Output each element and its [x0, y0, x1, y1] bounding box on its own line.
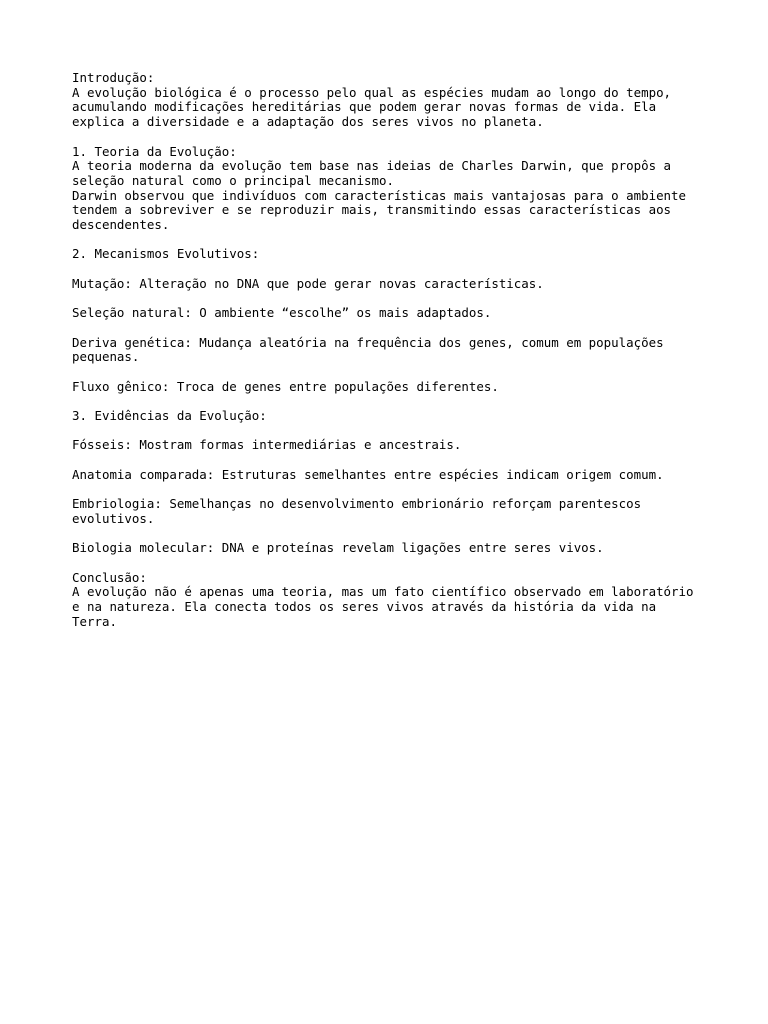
section-theory-line: A teoria moderna da evolução tem base nas ideias de Charles Darwin, que propôs a [72, 158, 672, 174]
section-theory [72, 145, 712, 233]
section-theory-line: Darwin observou que indivíduos com características mais vantajosas para o ambiente [72, 187, 687, 203]
evidence-item [72, 541, 712, 556]
intro-text-line: acumulando modificações hereditárias que podem gerar novas formas de vida. Ela [72, 99, 657, 115]
intro-text-line: A evolução biológica é o processo pelo qual as espécies mudam ao longo do tempo, [72, 84, 672, 100]
evidence-item [72, 497, 712, 526]
evidence-comparative-anatomy: Anatomia comparada: Estruturas semelhantes entre espécies indicam origem comum. [72, 466, 664, 482]
section-theory-line: tendem a sobreviver e se reproduzir mais, transmitindo essas características aos [72, 202, 672, 218]
conclusion-text-line: e na natureza. Ela conecta todos os seres vivos através da história da vida na [72, 599, 657, 615]
section-theory-line: seleção natural como o principal mecanismo. [72, 172, 394, 188]
intro-heading: Introdução: [72, 70, 155, 85]
mechanism-genetic-drift: Deriva genética: Mudança aleatória na frequência dos genes, comum em populações [72, 334, 664, 350]
section-mechanisms-heading: 2. Mecanismos Evolutivos: [72, 246, 260, 262]
mechanism-item [72, 277, 712, 292]
mechanism-mutation: Mutação: Alteração no DNA que pode gerar novas características. [72, 275, 544, 291]
mechanism-genetic-drift-cont: pequenas. [72, 349, 140, 365]
section-theory-line: descendentes. [72, 217, 170, 233]
conclusion-text-line: A evolução não é apenas uma teoria, mas um fato científico observado em laboratório [72, 584, 694, 600]
evidence-item [72, 438, 712, 453]
mechanism-gene-flow: Fluxo gênico: Troca de genes entre populações diferentes. [72, 378, 499, 394]
intro-text-line: explica a diversidade e a adaptação dos seres vivos no planeta. [72, 114, 544, 130]
section-evidence-heading: 3. Evidências da Evolução: [72, 408, 267, 424]
mechanism-natural-selection: Seleção natural: O ambiente “escolhe” os mais adaptados. [72, 305, 492, 321]
evidence-molecular-biology: Biologia molecular: DNA e proteínas revelam ligações entre seres vivos. [72, 540, 604, 556]
mechanism-item [72, 380, 712, 395]
evidence-embryology-cont: evolutivos. [72, 510, 155, 526]
evidence-item [72, 468, 712, 483]
section-evidence-heading-block [72, 409, 712, 424]
conclusion-heading: Conclusão: [72, 569, 147, 585]
document-body [72, 71, 712, 644]
section-theory-heading: 1. Teoria da Evolução: [72, 143, 237, 159]
conclusion-text-line: Terra. [72, 613, 117, 629]
mechanism-item [72, 306, 712, 321]
intro-paragraph [72, 71, 712, 130]
evidence-fossils: Fósseis: Mostram formas intermediárias e ancestrais. [72, 437, 462, 453]
conclusion-paragraph [72, 571, 712, 630]
section-mechanisms-heading-block [72, 247, 712, 262]
evidence-embryology: Embriologia: Semelhanças no desenvolvimento embrionário reforçam parentescos [72, 496, 642, 512]
mechanism-item [72, 336, 712, 365]
